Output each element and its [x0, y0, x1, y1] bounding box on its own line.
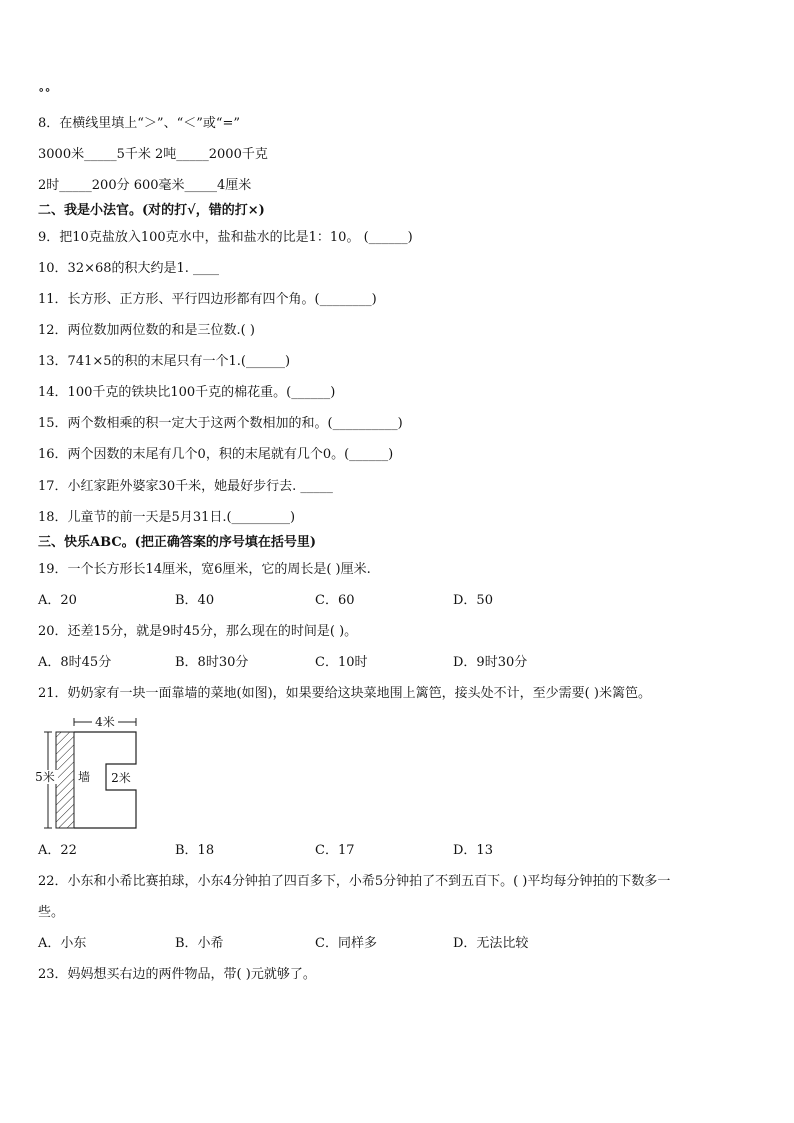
judge-item-18: 18．儿童节的前一天是5月31日.(_________)	[38, 510, 296, 525]
judge-item-16: 16．两个因数的末尾有几个0，积的末尾就有几个0。(______)	[38, 447, 394, 462]
notch-dimension-label: 2米	[111, 771, 131, 785]
judge-item-13: 13．741×5的积的末尾只有一个1.(______)	[38, 354, 291, 369]
q19-stem: 19．一个长方形长14厘米，宽6厘米，它的周长是( )厘米.	[38, 562, 371, 577]
q21-option-d: D．13	[453, 843, 493, 858]
q21-stem: 21．奶奶家有一块一面靠墙的菜地(如图)，如果要给这块菜地围上篱笆，接头处不计，至少需要( )米篱笆。	[38, 686, 651, 701]
section2-title: 二、我是小法官。(对的打√，错的打×)	[38, 203, 265, 218]
judge-item-10: 10．32×68的积大约是1. ____	[38, 261, 220, 276]
judge-item-15: 15．两个数相乘的积一定大于这两个数相加的和。(__________)	[38, 416, 403, 431]
q21-option-b: B．18	[175, 843, 215, 858]
judge-item-14: 14．100千克的铁块比100千克的棉花重。(______)	[38, 385, 336, 400]
top-mark: ∘∘	[38, 83, 51, 98]
left-dimension-label: 5米	[35, 770, 55, 784]
q21-option-c: C．17	[315, 843, 355, 858]
q8-row2: 2时_____200分 600毫米_____4厘米	[38, 178, 252, 193]
judge-item-9: 9．把10克盐放入100克水中，盐和盐水的比是1：10。 (______)	[38, 230, 413, 245]
q21-option-a: A．22	[38, 843, 77, 858]
q22-stem-line2: 些。	[38, 905, 65, 920]
judge-item-17: 17．小红家距外婆家30千米，她最好步行去. _____	[38, 479, 333, 494]
q22-option-d: D．无法比较	[453, 936, 529, 951]
q20-stem: 20．还差15分，就是9时45分，那么现在的时间是( )。	[38, 624, 358, 639]
q23-stem: 23．妈妈想买右边的两件物品，带( )元就够了。	[38, 967, 316, 982]
q19-option-d: D．50	[453, 593, 493, 608]
q19-option-c: C．60	[315, 593, 355, 608]
wall-hatch	[56, 732, 74, 828]
q8-title: 8．在横线里填上“＞”、“＜”或“=”	[38, 116, 241, 131]
q8-row1: 3000米_____5千米 2吨_____2000千克	[38, 147, 268, 162]
q20-option-a: A．8时45分	[38, 655, 112, 670]
section3-title: 三、快乐ABC。(把正确答案的序号填在括号里)	[38, 535, 316, 550]
judge-item-11: 11．长方形、正方形、平行四边形都有四个角。(________)	[38, 292, 377, 307]
judge-item-12: 12．两位数加两位数的和是三位数.( )	[38, 323, 255, 338]
q19-option-b: B．40	[175, 593, 215, 608]
q20-option-d: D．9时30分	[453, 655, 528, 670]
q22-option-a: A．小东	[38, 936, 87, 951]
wall-label: 墙	[77, 770, 91, 784]
q20-option-c: C．10时	[315, 655, 368, 670]
q22-option-c: C．同样多	[315, 936, 377, 951]
top-dimension-label: 4米	[95, 715, 115, 729]
q20-option-b: B．8时30分	[175, 655, 249, 670]
q22-stem-line1: 22．小东和小希比赛拍球，小东4分钟拍了四百多下，小希5分钟拍了不到五百下。( )平均每分钟拍的下数多一	[38, 874, 671, 889]
q19-option-a: A．20	[38, 593, 77, 608]
garden-figure	[30, 712, 160, 836]
q22-option-b: B．小希	[175, 936, 224, 951]
